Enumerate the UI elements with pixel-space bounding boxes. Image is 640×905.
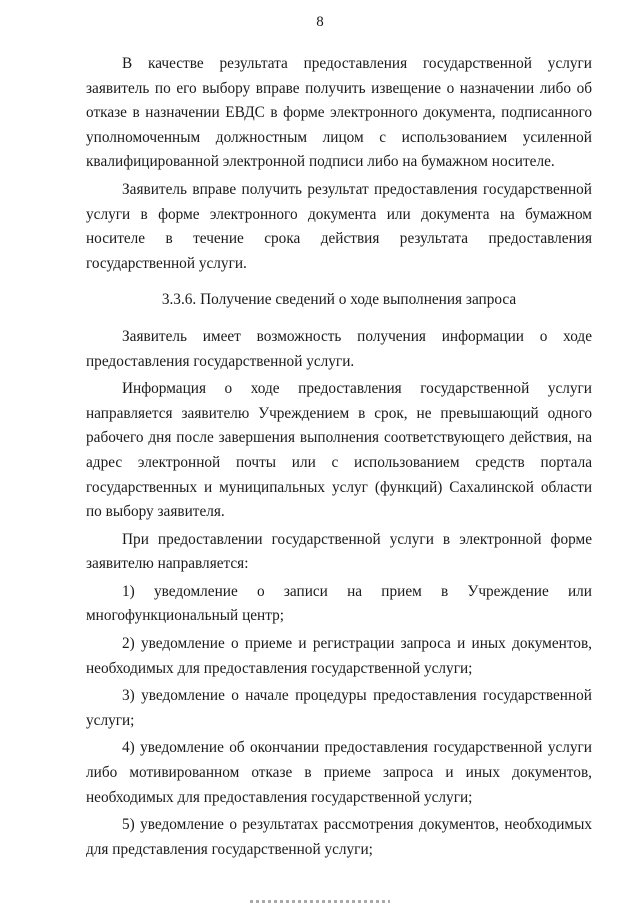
list-item: 1) уведомление о записи на прием в Учреждение или многофункциональный центр;: [86, 582, 592, 625]
page-number: 8: [316, 14, 324, 30]
list-item: 4) уведомление об окончании предоставления государственной услуги либо мотивированном отказе в приеме запроса и иных документов, необходимых для предоставления государственной услуги;: [86, 739, 592, 806]
list-item: 5) уведомление о результатах рассмотрения документов, необходимых для представления государственной услуги;: [86, 816, 592, 858]
section-heading: 3.3.6. Получение сведений о ходе выполнения запроса: [161, 291, 517, 309]
list-item: 2) уведомление о приеме и регистрации запроса и иных документов, необходимых для предоставления государственной услуги;: [86, 635, 592, 677]
paragraph-notifications-intro: При предоставлении государственной услуги в электронной форме заявителю направляется:: [86, 530, 592, 573]
paragraph-info-delivery: Информация о ходе предоставления государственной услуги направляется заявителю Учреждением в срок, не превышающий одного рабочего дня после завершения выполнения соответствующего действия, на адрес электронной почты или с использованием средств портала государственных и муниципальных услуг (функций) Сахалинской области по выбору заявителя.: [86, 380, 592, 521]
paragraph-result: В качестве результата предоставления государственной услуги заявитель по его выбору вправе получить извещение о назначении либо об отказе в назначении ЕВДС в форме электронного документа, подписанного уполномоченным должностным лицом с использованием усиленной квалифицированной электронной подписи либо на бумажном носителе.: [86, 55, 592, 171]
list-item: 3) уведомление о начале процедуры предоставления государственной услуги;: [86, 687, 592, 729]
document-body: [86, 52, 592, 862]
paragraph-result-format: Заявитель вправе получить результат предоставления государственной услуги в форме электронного документа или документа на бумажном носителе в течение срока действия результата предоставления государственной услуги.: [86, 180, 592, 272]
scan-artifact: [250, 900, 390, 903]
paragraph-info-possibility: Заявитель имеет возможность получения информации о ходе предоставления государственной услуги.: [86, 327, 592, 370]
